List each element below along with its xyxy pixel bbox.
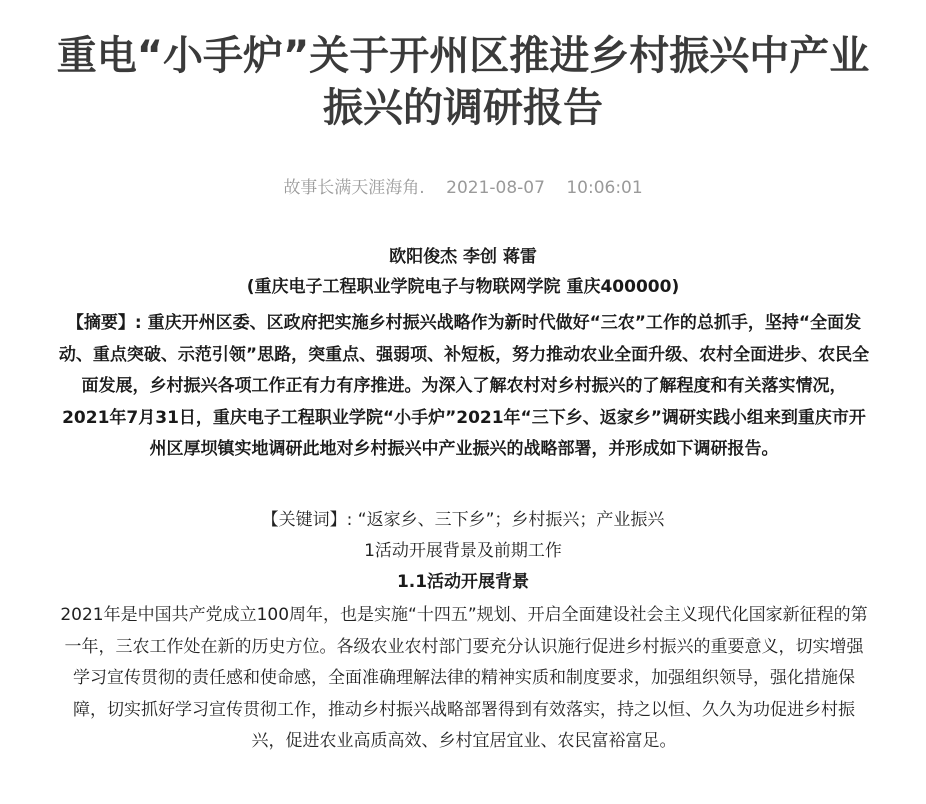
affiliation-line: (重庆电子工程职业学院电子与物联网学院 重庆400000)	[246, 277, 680, 297]
author-link[interactable]: 故事长满天涯海角.	[283, 178, 425, 198]
body-paragraph: 2021年是中国共产党成立100周年，也是实施“十四五”规划、开启全面建设社会主义现代化国家新征程的第一年，三农工作处在新的历史方位。各级农业农村部门要充分认识施行促进乡村振兴的重要意义，切实增强学习宣传贯彻的责任感和使命感，全面准确理解法律的精神实质和制度要求，加强组织领导，强化措施保障，切实抓好学习宣传贯彻工作，推动乡村振兴战略部署得到有效落实，持之以恒、久久为功促进乡村振兴，促进农业高质高效、乡村宜居宜业、农民富裕富足。	[60, 605, 868, 751]
publish-date: 2021-08-07	[446, 178, 545, 198]
article-title: 重电“小手炉”关于开州区推进乡村振兴中产业振兴的调研报告	[56, 33, 870, 131]
publish-time: 10:06:01	[566, 178, 643, 198]
authors-line: 欧阳俊杰 李创 蒋雷	[389, 247, 537, 267]
article-meta	[0, 176, 926, 200]
abstract-paragraph: 【摘要】: 重庆开州区委、区政府把实施乡村振兴战略作为新时代做好“三农”工作的总抓手，坚持“全面发动、重点突破、示范引领”思路，突重点、强弱项、补短板，努力推动农业全面升级、农村全面进步、农民全面发展，乡村振兴各项工作正有力有序推进。为深入了解农村对乡村振兴的了解程度和有关落实情况，2021年7月31日，重庆电子工程职业学院“小手炉”2021年“三下乡、返家乡”调研实践小组来到重庆市开州区厚坝镇实地调研此地对乡村振兴中产业振兴的战略部署，并形成如下调研报告。	[58, 313, 870, 459]
keywords-line: 【关键词】: “返家乡、三下乡”；乡村振兴；产业振兴	[261, 510, 665, 530]
section-heading-1: 1活动开展背景及前期工作	[364, 541, 562, 561]
section-heading-1-1: 1.1活动开展背景	[396, 572, 530, 592]
